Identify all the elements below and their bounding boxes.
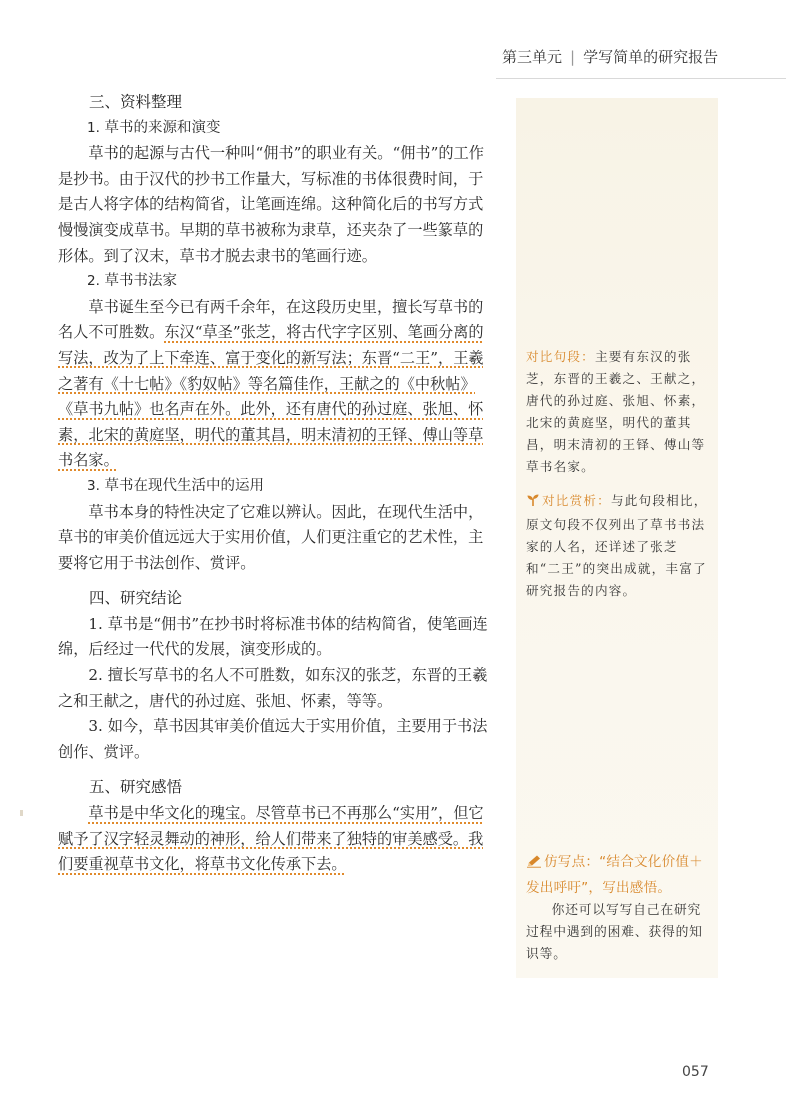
paragraph-reflection <box>58 801 488 878</box>
header-separator: | <box>570 48 576 66</box>
main-text <box>58 88 488 878</box>
header-rule <box>496 78 786 79</box>
paragraph-modern-use: 草书本身的特性决定了它难以辨认。因此，在现代生活中，草书的审美价值远远大于实用价值，人们更注重它的艺术性，主要将它用于书法创作、赏评。 <box>58 502 484 572</box>
appreciate-label: 对比赏析： <box>542 493 611 508</box>
compare-text: 主要有东汉的张芝，东晋的王羲之、王献之，唐代的孙过庭、张旭、怀素，北宋的黄庭坚，明代的董其昌，明末清初的王铎、傅山等草书名家。 <box>526 349 706 474</box>
chapter-title: 学写简单的研究报告 <box>583 48 719 66</box>
margin-mark <box>20 810 23 816</box>
running-header <box>502 46 752 72</box>
imitate-label: 仿写点：“结合文化价值＋发出呼吁”，写出感悟。 <box>526 854 703 896</box>
compare-label: 对比句段： <box>526 349 595 364</box>
conclusion-item: 2. 擅长写草书的名人不可胜数，如东汉的张芝，东晋的王羲之和王献之，唐代的孙过庭、张旭、怀素，等等。 <box>58 666 488 710</box>
conclusion-item: 3. 如今，草书因其审美价值远大于实用价值，主要用于书法创作、赏评。 <box>58 717 488 761</box>
sidebar-imitate-note <box>526 850 710 966</box>
sidebar-appreciate-note <box>526 490 710 602</box>
subheading-3: 3. 草书在现代生活中的运用 <box>87 477 264 494</box>
section-heading-3: 三、资料整理 <box>89 93 183 111</box>
appreciate-text: 与此句段相比，原文句段不仅列出了草书书法家的人名，还详述了张芝和“二王”的突出成就，丰富了研究报告的内容。 <box>526 493 708 598</box>
sidebar-compare-note <box>526 346 710 478</box>
subheading-1: 1. 草书的来源和演变 <box>87 119 221 136</box>
paragraph-origin: 草书的起源与古代一种叫“佣书”的职业有关。“佣书”的工作是抄书。由于汉代的抄书工作量大，写标准的书体很费时间，于是古人将字体的结构简省，让笔画连绵。这种简化后的书写方式慢慢演变成草书。早期的草书被称为隶草，还夹杂了一些篆草的形体。到了汉末，草书才脱去隶书的笔画行迹。 <box>58 144 484 265</box>
conclusion-item: 1. 草书是“佣书”在抄书时将标准书体的结构简省，使笔画连绵，后经过一代代的发展，演变形成的。 <box>58 614 488 659</box>
imitate-text: 你还可以写写自己在研究过程中遇到的困难、获得的知识等。 <box>526 903 703 962</box>
subheading-2: 2. 草书书法家 <box>87 273 177 290</box>
page-number: 057 <box>682 1064 709 1080</box>
sprout-icon <box>526 492 540 514</box>
dotted-highlight: 东汉“草圣”张芝，将古代字字区别、笔画分离的写法，改为了上下牵连、富于变化的新写法；东晋“二王”，王羲之著有《十七帖》《豹奴帖》等名篇佳作，王献之的《中秋帖》《草书九帖》也名声在外。此外，还有唐代的孙过庭、张旭、怀素，北宋的黄庭坚，明代的董其昌，明末清初的王铎、傅山等草书名家。 <box>58 323 484 470</box>
dotted-highlight: 草书是中华文化的瑰宝。尽管草书已不再那么“实用”，但它赋予了汉字轻灵舞动的神形，给人们带来了独特的审美感受。我们要重视草书文化，将草书文化传承下去。 <box>58 804 484 874</box>
pencil-icon <box>526 852 542 876</box>
paragraph-calligraphers: 草书诞生至今已有两千余年，在这段历史里，擅长写草书的名人不可胜数。东汉“草圣”张芝，将古代字字区别、笔画分离的写法，改为了上下牵连、富于变化的新写法；东晋“二王”，王羲之著有《十七帖》《豹奴帖》等名篇佳作，王献之的《中秋帖》《草书九帖》也名声在外。此外，还有唐代的孙过庭、张旭、怀素，北宋的黄庭坚，明代的董其昌，明末清初的王铎、傅山等草书名家。 <box>58 297 484 470</box>
section-heading-5: 五、研究感悟 <box>89 778 183 797</box>
section-heading-4: 四、研究结论 <box>89 589 183 608</box>
unit-label: 第三单元 <box>502 48 563 66</box>
